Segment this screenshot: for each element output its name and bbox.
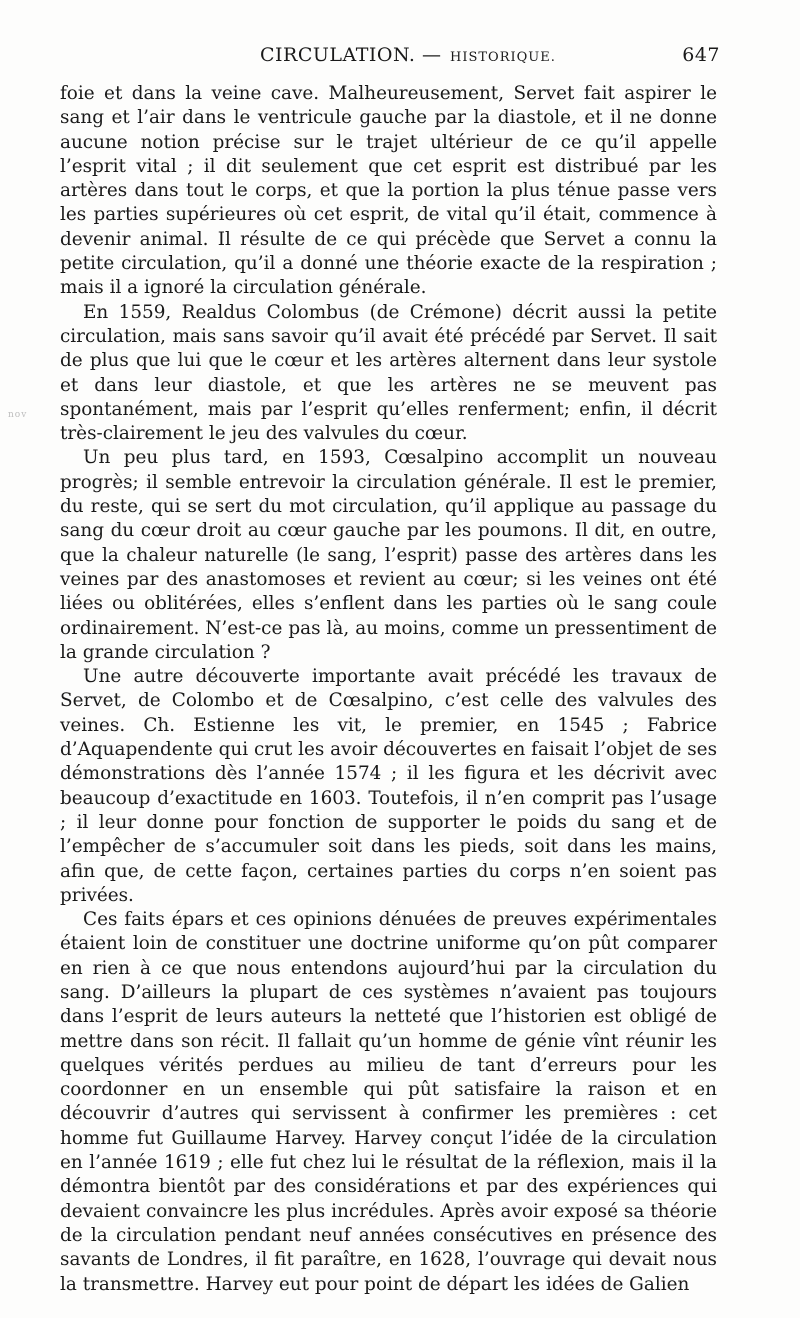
chapter-title: CIRCULATION.: [260, 44, 416, 66]
running-head: [60, 44, 720, 74]
section-subtitle: HISTORIQUE.: [450, 50, 556, 65]
paragraph-harvey: Ces faits épars et ces opinions dénuées de preuves expérimentales étaient loin de constituer une doctrine uniforme qu’on pût comparer en rien à ce que nous entendons aujourd’hui par la circulation du sang. D’ailleurs la plupart de ces systèmes n’avaient pas toujours dans l’esprit de leurs auteurs la netteté que l’historien est obligé de mettre dans son récit. Il fallait qu’un homme de génie vînt réunir les quelques vérités perdues au milieu de tant d’erreurs pour les coordonner en un ensemble qui pût satisfaire la raison et en découvrir d’autres qui servissent à confirmer les premières : cet homme fut Guillaume Harvey. Harvey conçut l’idée de la circulation en l’année 1619 ; elle fut chez lui le résultat de la réflexion, mais il la démontra bientôt par des considérations et par des expériences qui devaient convaincre les plus incrédules. Après avoir exposé sa théorie de la circulation pendant neuf années consécutives en présence des savants de Londres, il fit paraître, en 1628, l’ouvrage qui devait nous la transmettre. Harvey eut pour point de départ les idées de Galien: [60, 909, 717, 1295]
paragraph-coesalpino: Un peu plus tard, en 1593, Cœsalpino accomplit un nouveau progrès; il semble entrevoir la circulation générale. Il est le premier, du reste, qui se sert du mot circulation, qu’il applique au passage du sang du cœur droit au cœur gauche par les poumons. Il dit, en outre, que la chaleur naturelle (le sang, l’esprit) passe des artères dans les veines par des anastomoses et revient au cœur; si les veines ont été liées ou oblitérées, elles s’enflent dans les parties où le sang coule ordinairement. N’est-ce pas là, au moins, comme un pressentiment de la grande circulation ?: [60, 447, 717, 663]
paragraph-valvules: Une autre découverte importante avait précédé les travaux de Servet, de Colombo et de Cœsalpino, c’est celle des valvules des veines. Ch. Estienne les vit, le premier, en 1545 ; Fabrice d’Aquapendente qui crut les avoir découvertes en faisait l’objet de ses démonstrations dès l’année 1574 ; il les figura et les décrivit avec beaucoup d’exactitude en 1603. Toutefois, il n’en comprit pas l’usage ; il leur donne pour fonction de supporter le poids du sang et de l’empêcher de s’accumuler soit dans les pieds, soit dans les mains, afin que, de cette façon, certaines parties du corps n’en soient pas privées.: [60, 666, 718, 906]
paragraph-colombus: En 1559, Realdus Colombus (de Crémone) décrit aussi la petite circulation, mais sans savoir qu’il avait été précédé par Servet. Il sait de plus que lui que le cœur et les artères alternent dans leur systole et dans leur diastole, et que les artères ne se meuvent pas spontanément, mais par l’esprit qu’elles renferment; enfin, il décrit très-clairement le jeu des valvules du cœur.: [60, 301, 717, 445]
running-head-title: [260, 44, 556, 66]
margin-note: nov: [8, 410, 28, 420]
title-dash: —: [421, 44, 442, 66]
paragraph-continued: foie et dans la veine cave. Malheureusement, Servet fait aspirer le sang et l’air dans le ventricule gauche par la diastole, et il ne donne aucune notion précise sur le trajet ultérieur de ce qu’il appelle l’esprit vital ; il dit seulement que cet esprit est distribué par les artères dans tout le corps, et que la portion la plus ténue passe vers les parties supérieures où cet esprit, de vital qu’il était, commence à devenir animal. Il résulte de ce qui précède que Servet a connu la petite circulation, qu’il a donné une théorie exacte de la respiration ; mais il a ignoré la circulation générale.: [60, 83, 717, 299]
body-text: [60, 82, 717, 1297]
page-number: 647: [682, 44, 720, 66]
